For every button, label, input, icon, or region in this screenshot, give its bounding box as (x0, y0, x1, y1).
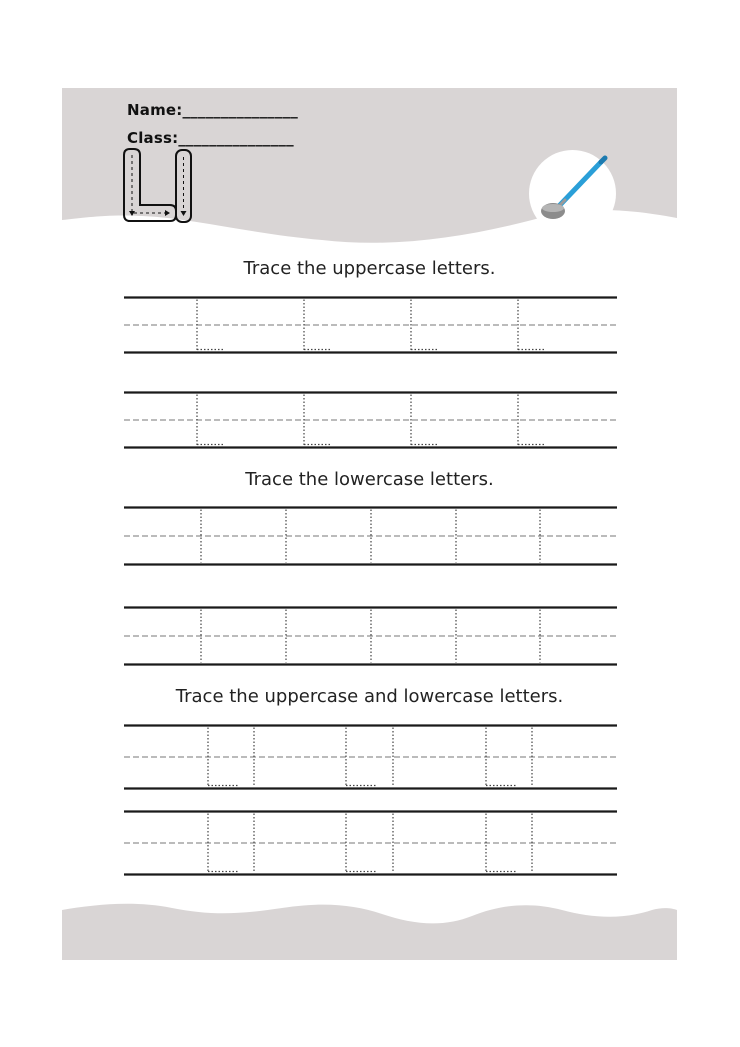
tracing-row-lowercase-1 (124, 506, 617, 566)
section-title-mixed: Trace the uppercase and lowercase letters. (175, 686, 564, 707)
tracing-row-mixed-1 (124, 724, 617, 790)
section-title-uppercase: Trace the uppercase letters. (243, 258, 496, 279)
ladle-icon (529, 150, 616, 237)
featured-letters-graphic (120, 147, 200, 227)
tracing-row-lowercase-2 (124, 606, 617, 666)
ladle-picture-circle (529, 150, 616, 237)
name-field: Name:_______________ (127, 101, 298, 119)
tracing-row-uppercase-2 (124, 391, 617, 449)
tracing-row-mixed-2 (124, 810, 617, 876)
class-field: Class:_______________ (127, 129, 294, 147)
tracing-row-uppercase-1 (124, 296, 617, 354)
footer-wave-background (62, 900, 677, 960)
section-title-lowercase: Trace the lowercase letters. (245, 469, 494, 490)
